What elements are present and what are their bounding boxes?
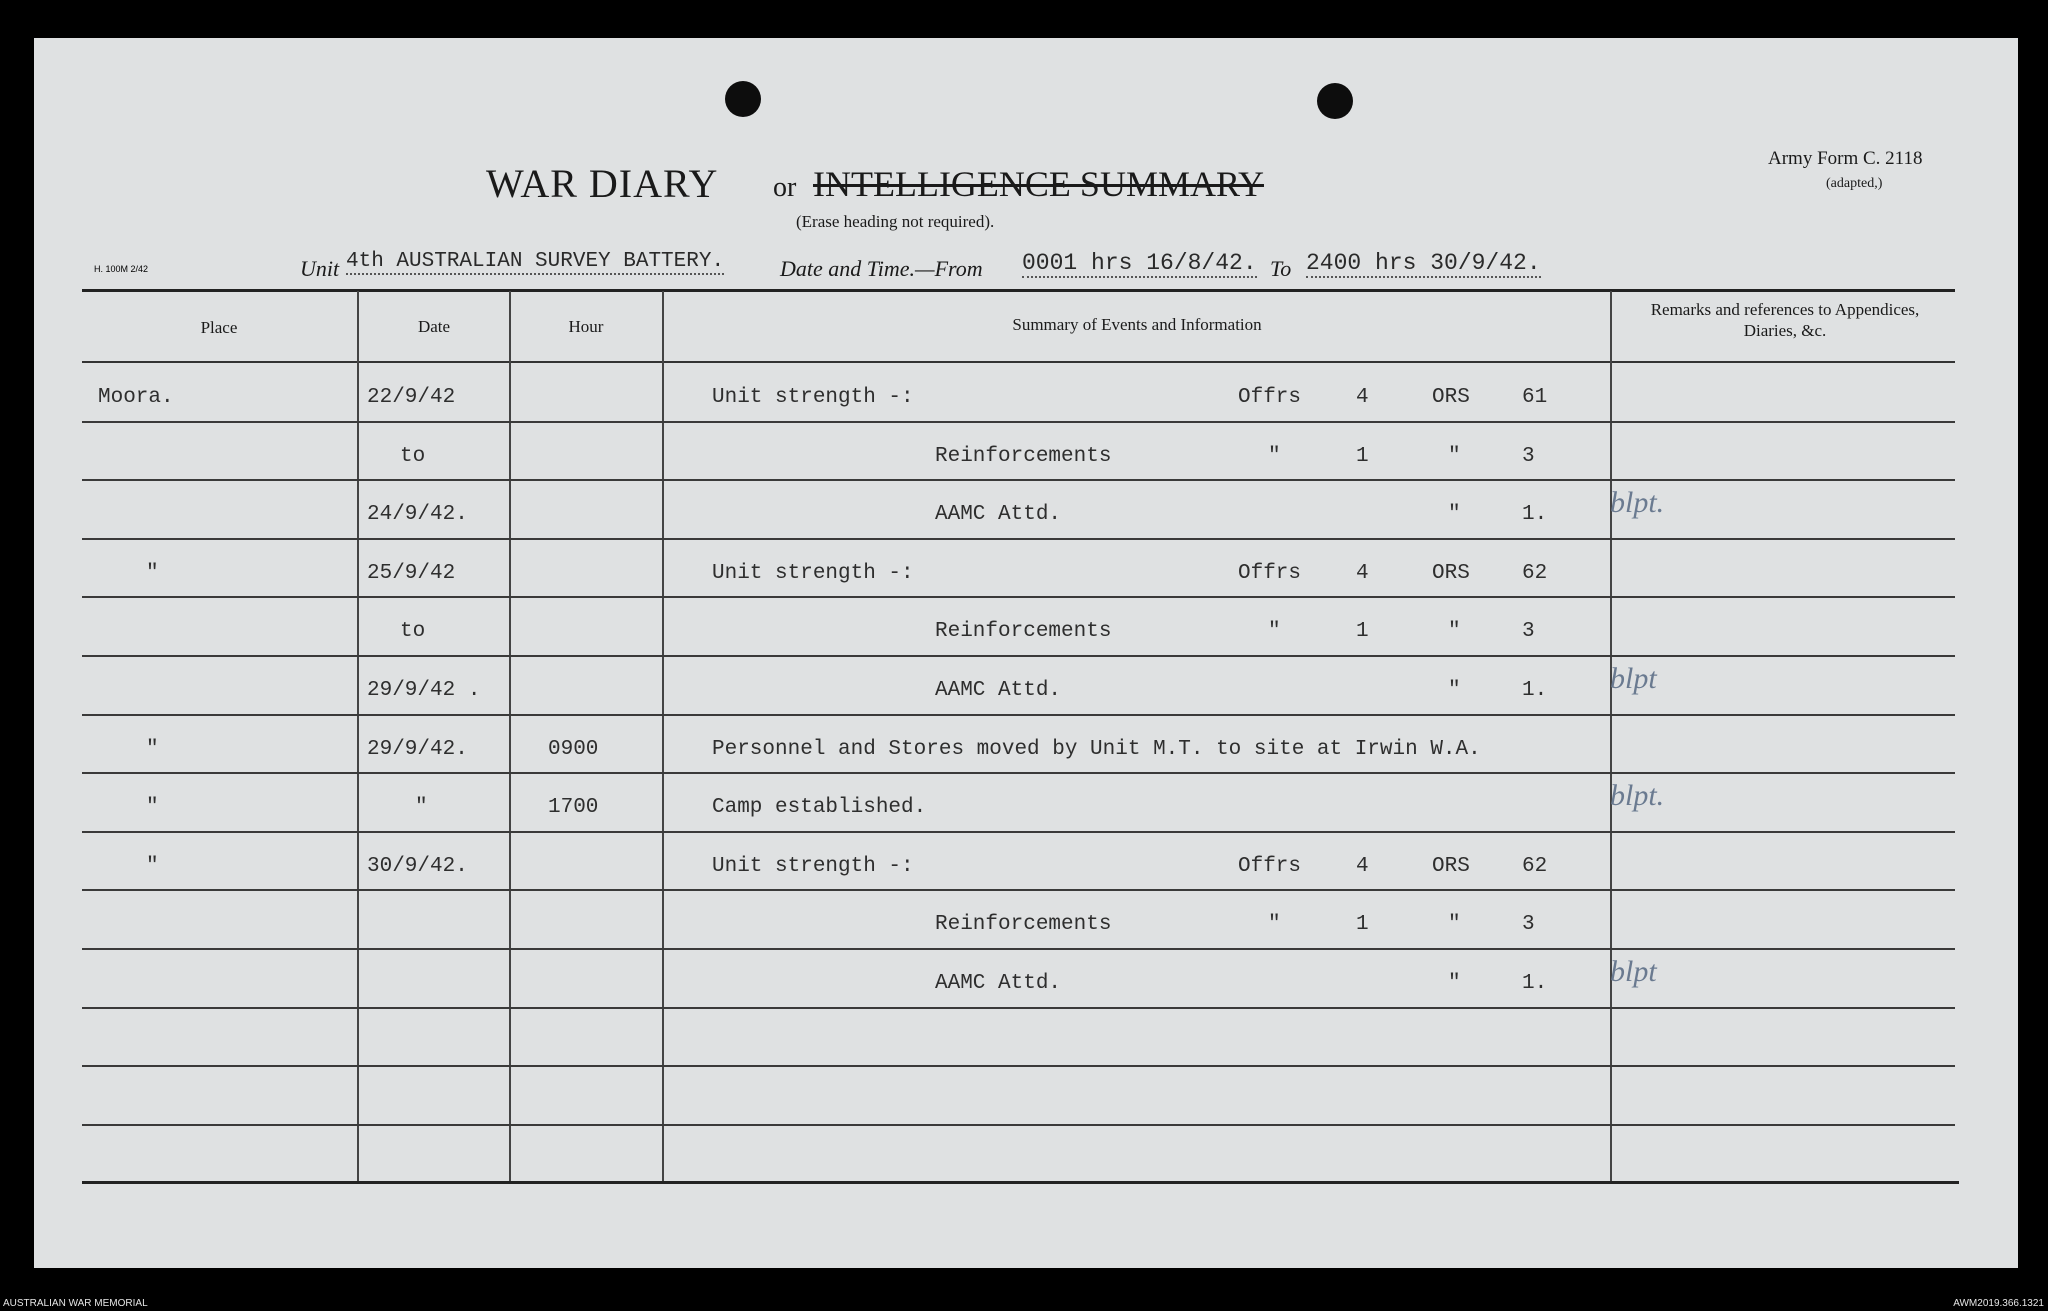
cell-n2: 61 [1522,386,1548,409]
cell-summary: Unit strength -: [712,562,914,585]
form-code: H. 100M 2/42 [94,264,149,274]
row-rule [82,772,1955,774]
punch-hole-right [1317,83,1353,119]
cell-date: 29/9/42 . [367,679,481,702]
erase-note: (Erase heading not required). [796,212,995,231]
cell-rank2: " [1448,972,1461,995]
cell-hour: 0900 [548,738,599,761]
cell-place: " [146,738,159,761]
cell-n2: 3 [1522,913,1535,936]
col-header-date: Date [417,317,451,336]
footer-reference: AWM2019.366.1321 [1953,1298,2044,1309]
cell-n2: 3 [1522,620,1535,643]
row-rule [82,1007,1955,1009]
cell-place: Moora. [98,386,174,409]
cell-n2: 62 [1522,855,1548,878]
cell-summary: Reinforcements [935,620,1112,643]
col-divider-summary [1610,291,1612,1181]
cell-summary: Reinforcements [935,445,1112,468]
cell-rank2: " [1448,913,1461,936]
footer-source: AUSTRALIAN WAR MEMORIAL [3,1298,148,1309]
cell-rank1: " [1268,620,1281,643]
col-divider-place [357,291,359,1181]
cell-date: " [415,796,428,819]
cell-n2: 62 [1522,562,1548,585]
col-header-place: Place [200,318,238,337]
cell-hour: 1700 [548,796,599,819]
cell-n1: 4 [1356,386,1369,409]
remark-initials: blpt [1610,955,1657,988]
cell-rank2: " [1448,445,1461,468]
cell-date: 24/9/42. [367,503,468,526]
cell-date: 30/9/42. [367,855,468,878]
cell-summary: AAMC Attd. [935,972,1062,995]
unit-label: Unit [300,256,340,281]
remark-initials: blpt. [1610,486,1665,519]
table-bottom-rule [82,1181,1959,1184]
unit-value: 4th AUSTRALIAN SURVEY BATTERY. [346,250,725,273]
cell-rank1: Offrs [1238,386,1302,409]
cell-summary: Unit strength -: [712,386,914,409]
row-rule [82,714,1955,716]
cell-n2: 3 [1522,445,1535,468]
row-rule [82,948,1955,950]
row-rule [82,538,1955,540]
date-time-label: Date and Time.—From [780,256,983,281]
cell-rank2: ORS [1432,855,1470,878]
cell-rank1: Offrs [1238,562,1302,585]
remark-initials: blpt [1610,662,1657,695]
date-from-value: 0001 hrs 16/8/42. [1022,250,1257,276]
row-rule [82,479,1955,481]
col-header-remarks: Remarks and references to Appendices, Diaries, &c. [1650,300,1920,340]
table-top-rule [82,289,1955,292]
cell-n1: 1 [1356,445,1369,468]
cell-date: 29/9/42. [367,738,468,761]
row-rule [82,1124,1955,1126]
cell-n1: 1 [1356,913,1369,936]
date-to-value: 2400 hrs 30/9/42. [1306,250,1541,276]
cell-date: to [400,620,426,643]
col-header-summary: Summary of Events and Information [1012,315,1262,334]
cell-date: to [400,445,426,468]
cell-rank2: ORS [1432,386,1470,409]
cell-rank2: " [1448,679,1461,702]
cell-summary: AAMC Attd. [935,679,1062,702]
cell-date: 22/9/42 [367,386,456,409]
remark-initials: blpt. [1610,779,1665,812]
cell-n2: 1. [1522,972,1548,995]
cell-n1: 4 [1356,855,1369,878]
row-rule [82,1065,1955,1067]
cell-rank1: " [1268,913,1281,936]
title-or: or [773,172,797,203]
cell-rank2: " [1448,503,1461,526]
cell-date: 25/9/42 [367,562,456,585]
adapted-note: (adapted,) [1826,176,1883,191]
cell-n2: 1. [1522,679,1548,702]
cell-summary: Reinforcements [935,913,1112,936]
title-war-diary: WAR DIARY [486,161,719,206]
punch-hole-left [725,81,761,117]
cell-rank2: " [1448,620,1461,643]
cell-summary: Camp established. [712,796,927,819]
cell-n1: 1 [1356,620,1369,643]
to-label: To [1270,256,1292,281]
cell-place: " [146,562,159,585]
row-rule [82,831,1955,833]
header-rule [82,361,1955,363]
col-divider-date [509,291,511,1181]
cell-place: " [146,855,159,878]
diary-page [34,38,2018,1268]
cell-n2: 1. [1522,503,1548,526]
cell-n1: 4 [1356,562,1369,585]
cell-rank1: " [1268,445,1281,468]
cell-summary: Unit strength -: [712,855,914,878]
col-divider-hour [662,291,664,1181]
row-rule [82,421,1955,423]
cell-rank2: ORS [1432,562,1470,585]
row-rule [82,655,1955,657]
cell-place: " [146,796,159,819]
row-rule [82,889,1955,891]
col-header-hour: Hour [568,317,604,336]
army-form-number: Army Form C. 2118 [1768,148,1923,169]
row-rule [82,596,1955,598]
cell-summary: AAMC Attd. [935,503,1062,526]
title-intelligence-summary-struck: INTELLIGENCE SUMMARY [813,164,1264,204]
cell-summary: Personnel and Stores moved by Unit M.T. to site at Irwin W.A. [712,738,1481,761]
cell-rank1: Offrs [1238,855,1302,878]
